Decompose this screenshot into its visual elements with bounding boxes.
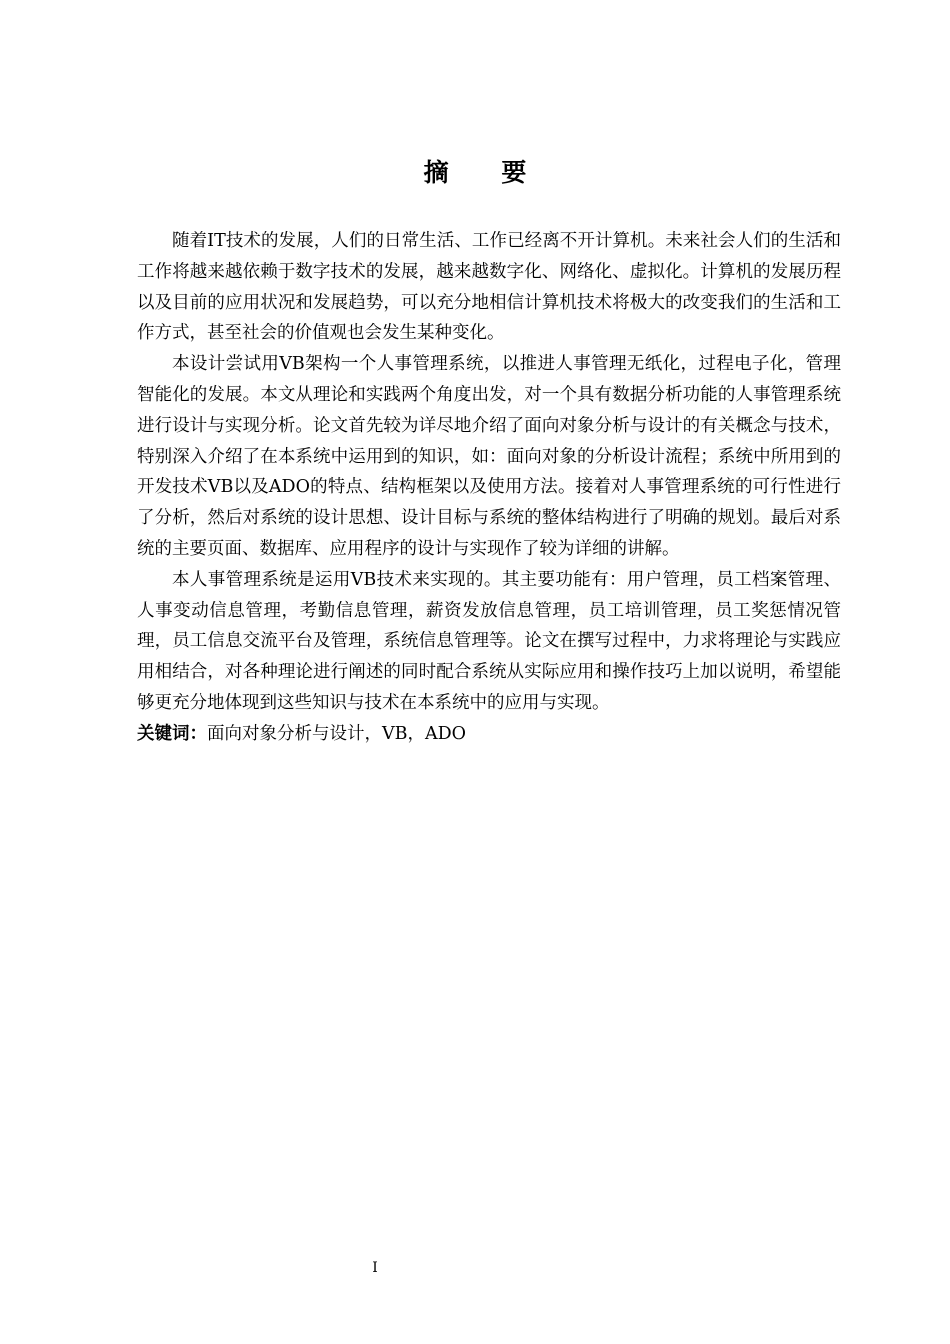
keywords-value: 面向对象分析与设计，VB，ADO <box>207 723 467 744</box>
abstract-paragraph-2: 本设计尝试用VB架构一个人事管理系统，以推进人事管理无纸化，过程电子化，管理智能化的发展。本文从理论和实践两个角度出发，对一个具有数据分析功能的人事管理系统进行设计与实现分析。论文首先较为详尽地介绍了面向对象分析与设计的有关概念与技术，特别深入介绍了在本系统中运用到的知识，如：面向对象的分析设计流程；系统中所用到的开发技术VB以及ADO的特点、结构框架以及使用方法。接着对人事管理系统的可行性进行了分析，然后对系统的设计思想、设计目标与系统的整体结构进行了明确的规划。最后对系统的主要页面、数据库、应用程序的设计与实现作了较为详细的讲解。 <box>137 354 841 559</box>
keywords-label: 关键词： <box>137 723 207 744</box>
abstract-title: 摘 要 <box>423 158 549 187</box>
abstract-paragraph-1: 随着IT技术的发展，人们的日常生活、工作已经离不开计算机。未来社会人们的生活和工作将越来越依赖于数字技术的发展，越来越数字化、网络化、虚拟化。计算机的发展历程以及目前的应用状况和发展趋势，可以充分地相信计算机技术将极大的改变我们的生活和工作方式，甚至社会的价值观也会发生某种变化。 <box>137 231 841 344</box>
abstract-body <box>137 226 841 750</box>
abstract-paragraph-3: 本人事管理系统是运用VB技术来实现的。其主要功能有：用户管理，员工档案管理、人事变动信息管理，考勤信息管理，薪资发放信息管理，员工培训管理，员工奖惩情况管理，员工信息交流平台及管理，系统信息管理等。论文在撰写过程中，力求将理论与实践应用相结合，对各种理论进行阐述的同时配合系统从实际应用和操作技巧上加以说明，希望能够更充分地体现到这些知识与技术在本系统中的应用与实现。 <box>137 569 841 713</box>
page-number: I <box>372 1260 378 1276</box>
keywords-line <box>137 719 841 750</box>
